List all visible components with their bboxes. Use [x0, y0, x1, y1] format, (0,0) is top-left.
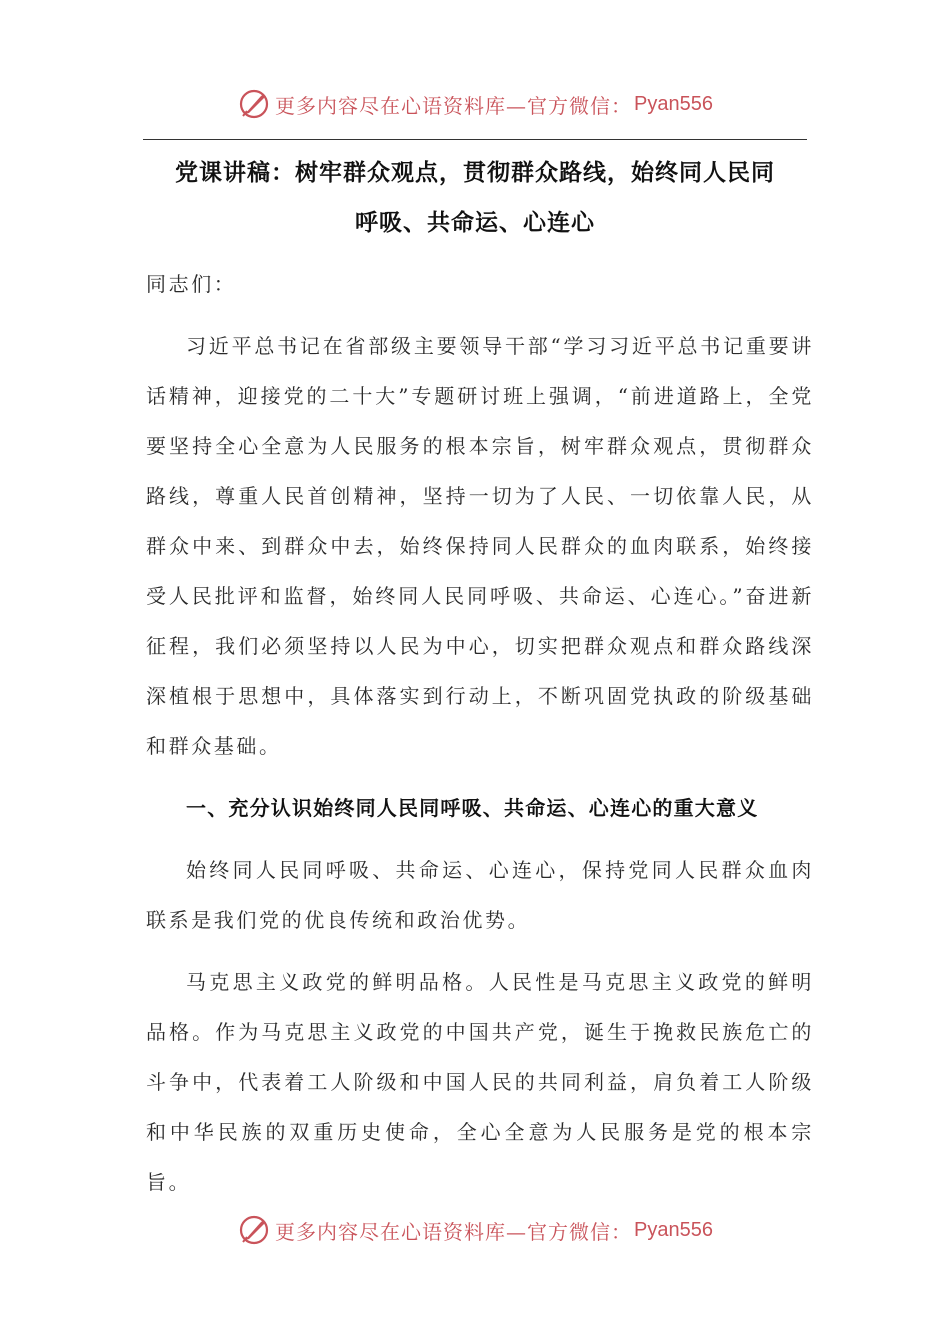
- banner-text: 更多内容尽在心语资料库—官方微信：: [275, 1219, 633, 1244]
- banner-wechat-id: Pyan556: [634, 1218, 713, 1241]
- quill-pen-logo-icon: [237, 87, 271, 121]
- footer-banner: [0, 1210, 950, 1250]
- banner-text: 更多内容尽在心语资料库—官方微信：: [275, 93, 633, 118]
- quill-pen-logo-icon: [237, 1213, 271, 1247]
- intro-paragraph: 习近平总书记在省部级主要领导干部“学习习近平总书记重要讲话精神，迎接党的二十大”专题研讨班上强调，“前进道路上，全党要坚持全心全意为人民服务的根本宗旨，树牢群众观点，贯彻群众路线，尊重人民首创精神，坚持一切为了人民、一切依靠人民，从群众中来、到群众中去，始终保持同人民群众的血肉联系，始终接受人民批评和监督，始终同人民同呼吸、共命运、心连心。”奋进新征程，我们必须坚持以人民为中心，切实把群众观点和群众路线深深植根于思想中，具体落实到行动上，不断巩固党执政的阶级基础和群众基础。: [146, 334, 814, 758]
- title-line-1: 党课讲稿：树牢群众观点，贯彻群众路线，始终同人民同: [175, 160, 775, 186]
- document-body: [146, 259, 814, 1207]
- section-heading-1: 一、充分认识始终同人民同呼吸、共命运、心连心的重大意义: [186, 796, 759, 820]
- document-title: [143, 148, 807, 248]
- title-line-2: 呼吸、共命运、心连心: [355, 210, 595, 236]
- banner-wechat-id: Pyan556: [634, 92, 713, 115]
- header-divider: [143, 139, 807, 140]
- section1-paragraph-2: 马克思主义政党的鲜明品格。人民性是马克思主义政党的鲜明品格。作为马克思主义政党的中国共产党，诞生于挽救民族危亡的斗争中，代表着工人阶级和中国人民的共同利益，肩负着工人阶级和中华民族的双重历史使命，全心全意为人民服务是党的根本宗旨。: [146, 970, 814, 1194]
- section1-paragraph-1: 始终同人民同呼吸、共命运、心连心，保持党同人民群众血肉联系是我们党的优良传统和政治优势。: [146, 858, 814, 932]
- header-banner: [0, 84, 950, 124]
- salutation: 同志们：: [146, 272, 237, 296]
